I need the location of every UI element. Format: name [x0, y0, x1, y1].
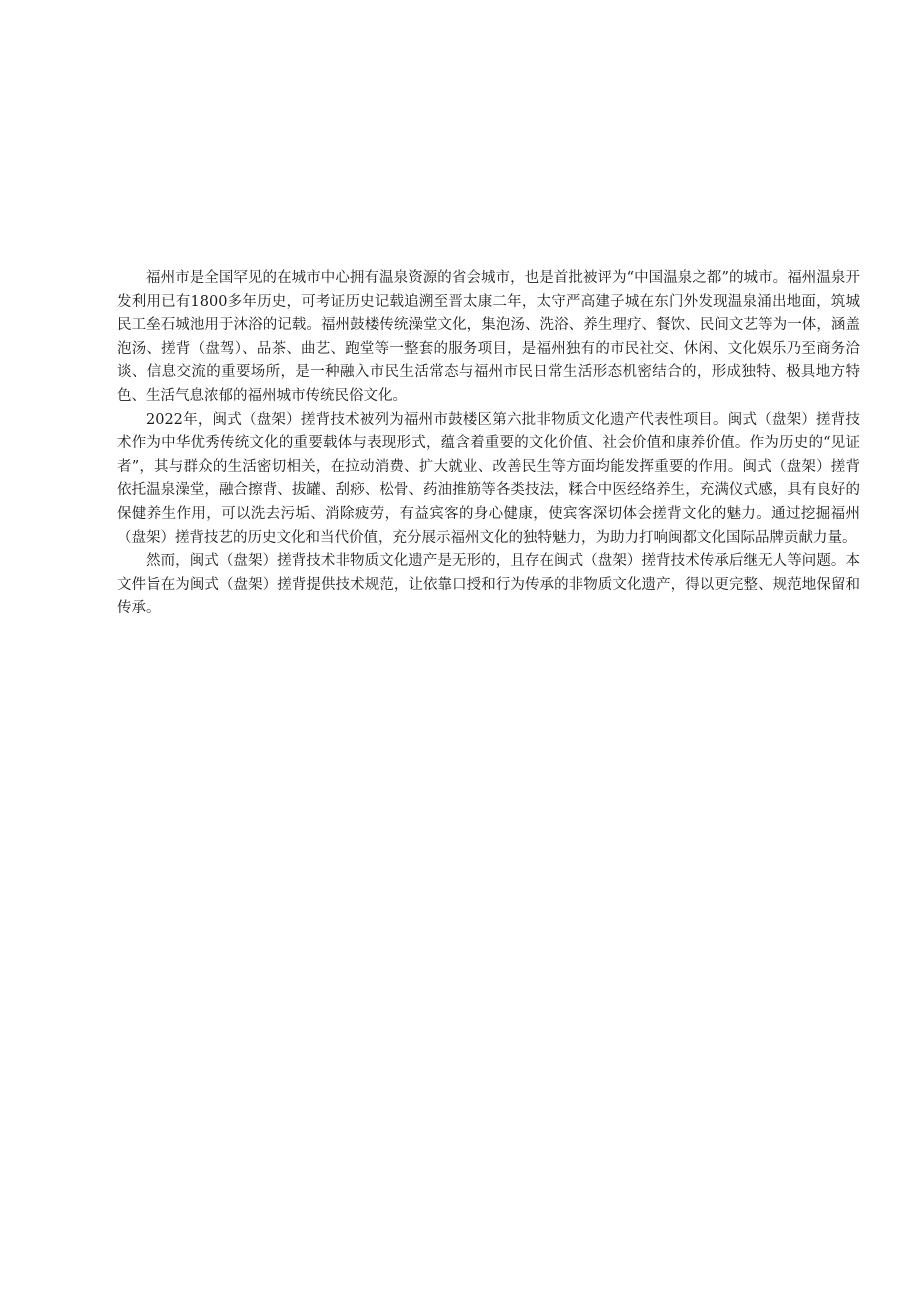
paragraph-2: 2022年，闽式（盘架）搓背技术被列为福州市鼓楼区第六批非物质文化遗产代表性项目。闽式（盘架）搓背技术作为中华优秀传统文化的重要载体与表现形式，蕴含着重要的文化价值、社会价值和康养价值。作为历史的“见证者”，其与群众的生活密切相关，在拉动消费、扩大就业、改善民生等方面均能发挥重要的作用。闽式（盘架）搓背依托温泉澡堂，融合擦背、拔罐、刮痧、松骨、药油推筋等各类技法，糅合中医经络养生，充满仪式感，具有良好的保健养生作用，可以洗去污垢、消除疲劳，有益宾客的身心健康，使宾客深切体会搓背文化的魅力。通过挖掘福州（盘架）搓背技艺的历史文化和当代价值，充分展示福州文化的独特魅力，为助力打响闽都文化国际品牌贡献力量。 [117, 411, 860, 546]
body-text [117, 267, 860, 621]
paragraph-3: 然而，闽式（盘架）搓背技术非物质文化遗产是无形的，且存在闽式（盘架）搓背技术传承后继无人等问题。本文件旨在为闽式（盘架）搓背提供技术规范，让依靠口授和行为传承的非物质文化遗产，得以更完整、规范地保留和传承。 [117, 553, 860, 617]
paragraph-1: 福州市是全国罕见的在城市中心拥有温泉资源的省会城市，也是首批被评为“中国温泉之都”的城市。福州温泉开发利用已有1800多年历史，可考证历史记载追溯至晋太康二年，太守严高建子城在东门外发现温泉涌出地面，筑城民工垒石城池用于沐浴的记载。福州鼓楼传统澡堂文化，集泡汤、洗浴、养生理疗、餐饮、民间文艺等为一体，涵盖泡汤、搓背（盘驾）、品茶、曲艺、跑堂等一整套的服务项目，是福州独有的市民社交、休闲、文化娱乐乃至商务洽谈、信息交流的重要场所，是一种融入市民生活常态与福州市民日常生活形态机密结合的，形成独特、极具地方特色、生活气息浓郁的福州城市传统民俗文化。 [117, 270, 860, 404]
